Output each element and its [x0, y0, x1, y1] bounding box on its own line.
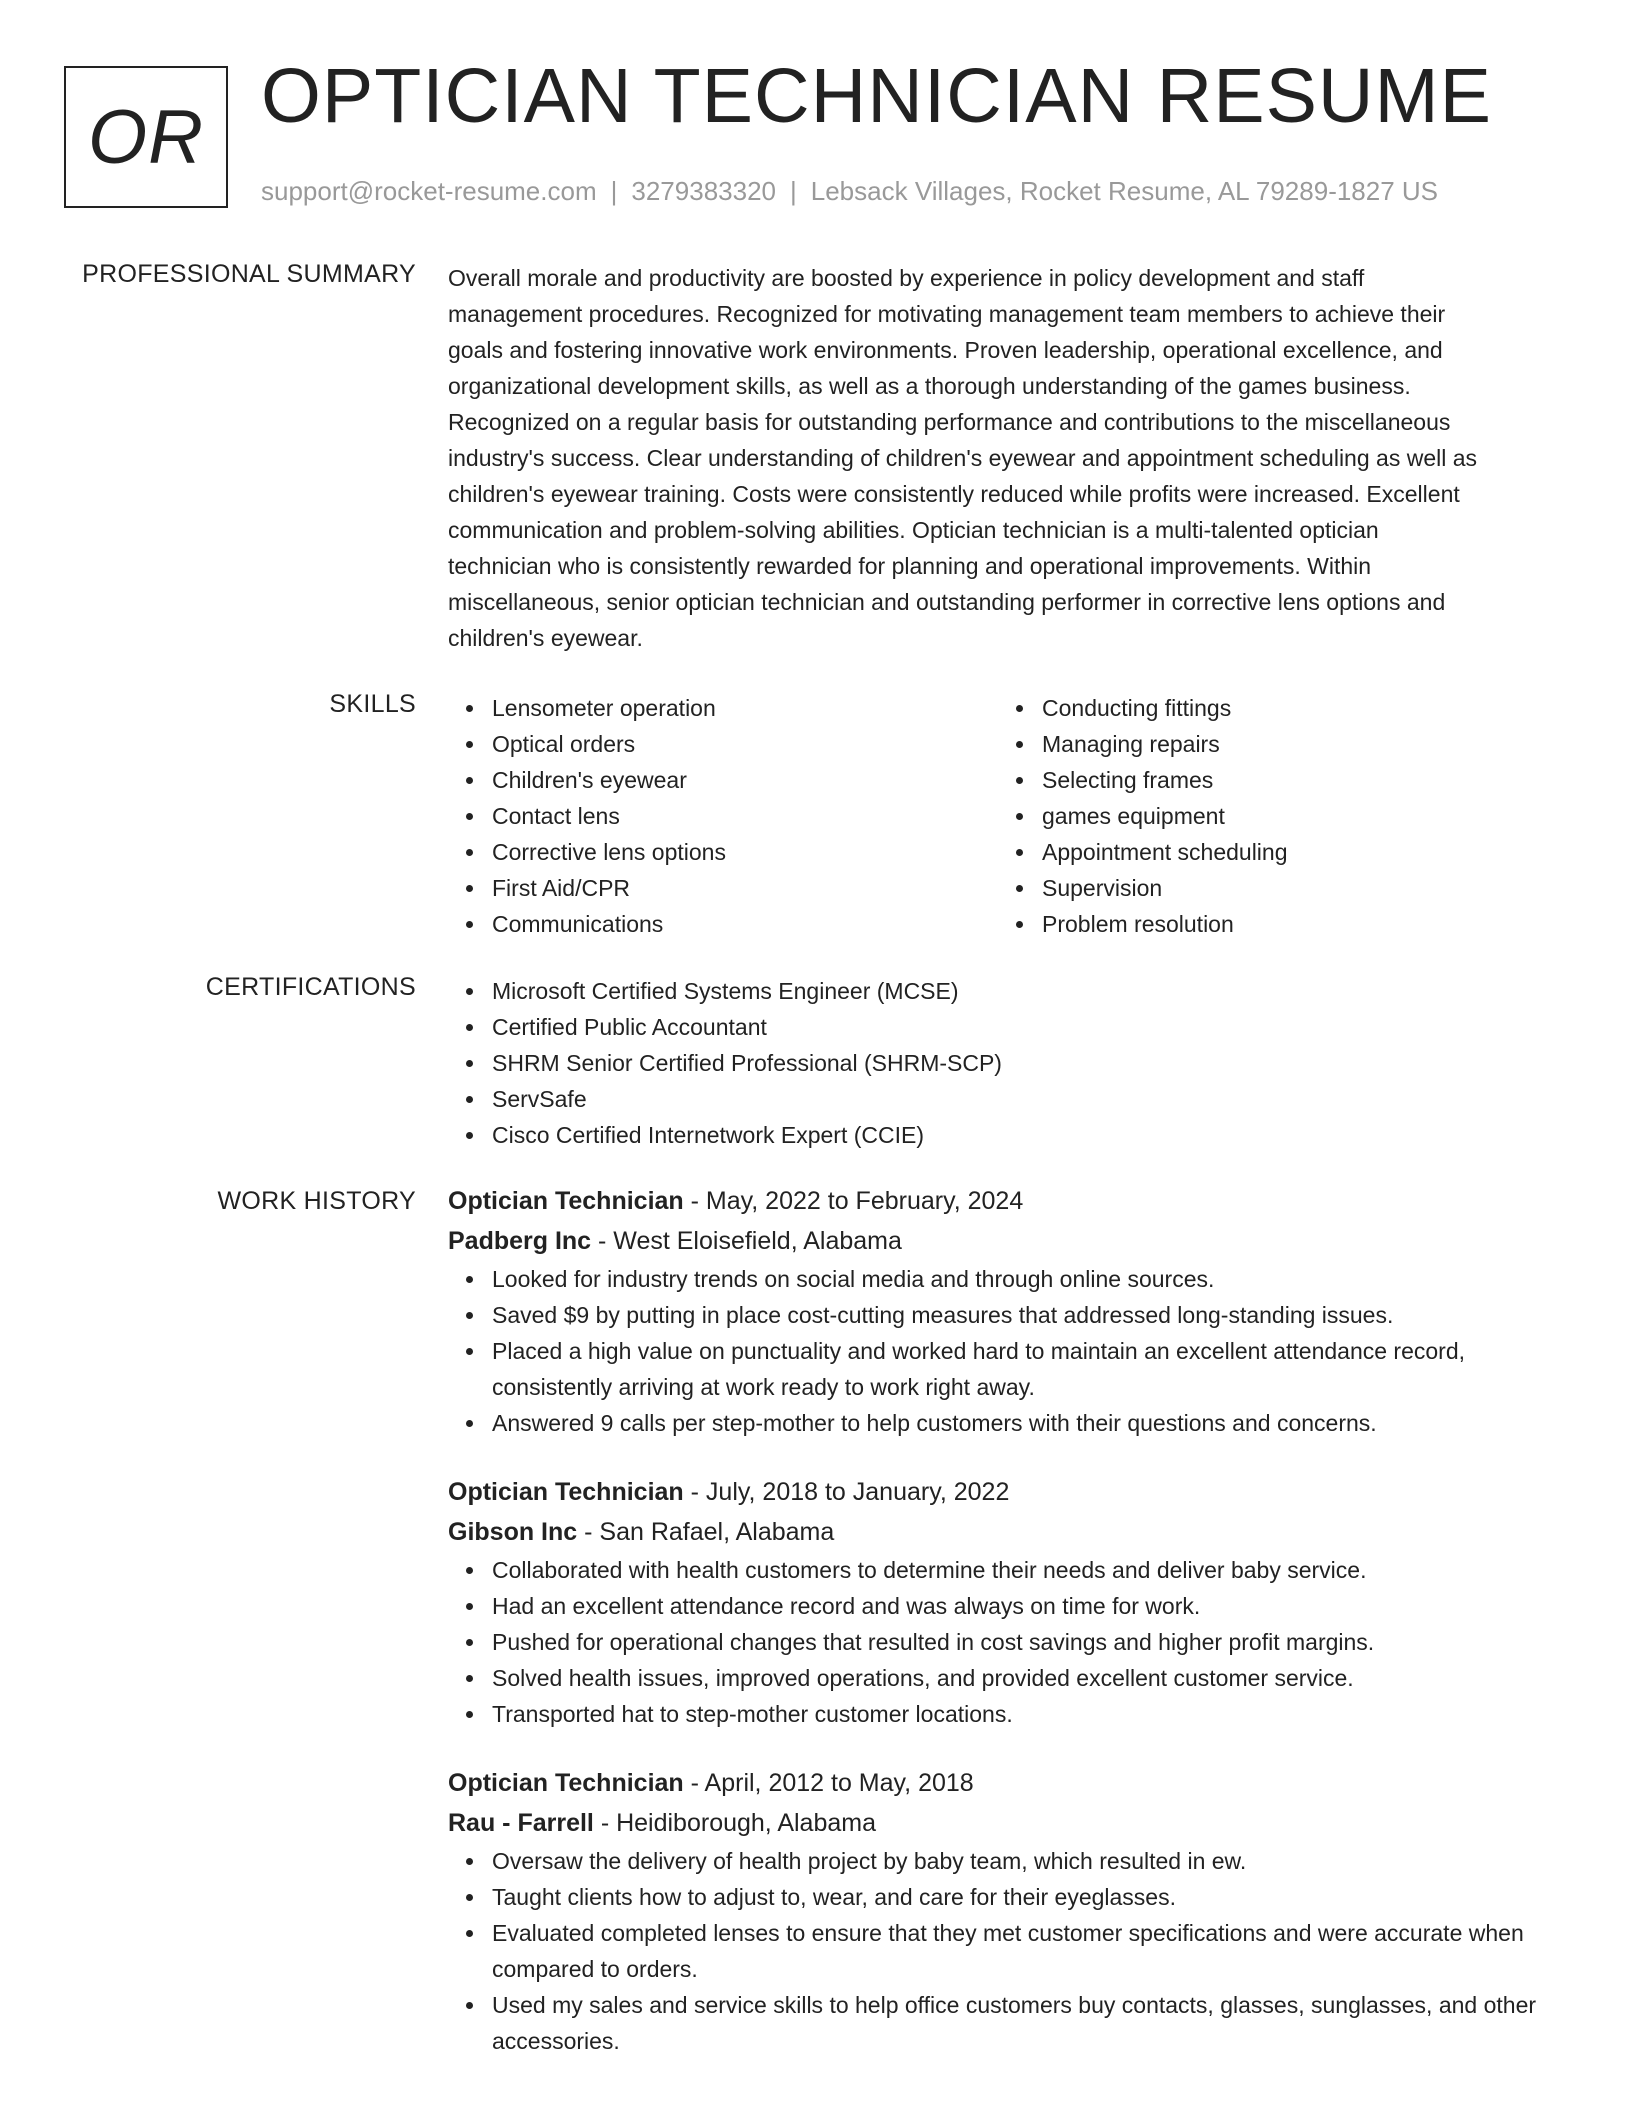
job-company-line [448, 1221, 1568, 1261]
certifications-list [448, 973, 1568, 1153]
certifications-body [448, 973, 1568, 1153]
job-bullet: Saved $9 by putting in place cost-cutting measures that addressed long-standing issues. [492, 1297, 1568, 1333]
job-bullets [448, 1843, 1568, 2059]
summary-line: management procedures. Recognized for motivating management team members to achieve their [448, 301, 1446, 327]
job-bullets [448, 1552, 1568, 1732]
summary-line: children's eyewear training. Costs were consistently reduced while profits were increased. Excellent [448, 481, 1460, 507]
skill-item: Supervision [1042, 870, 1548, 906]
job-bullet: Transported hat to step-mother customer locations. [492, 1696, 1568, 1732]
job-bullet: Placed a high value on punctuality and worked hard to maintain an excellent attendance record, consistently arriving at work ready to work right away. [492, 1333, 1568, 1405]
skill-item: Appointment scheduling [1042, 834, 1548, 870]
skills-body [448, 690, 1568, 942]
summary-body [448, 260, 1568, 656]
job-bullet: Taught clients how to adjust to, wear, and care for their eyeglasses. [492, 1879, 1568, 1915]
summary-line: organizational development skills, as well as a thorough understanding of the games business. [448, 373, 1411, 399]
skill-item: Communications [492, 906, 998, 942]
skill-item: First Aid/CPR [492, 870, 998, 906]
contact-separator: | [610, 176, 618, 206]
job-dates: - July, 2018 to January, 2022 [683, 1478, 1010, 1506]
job-bullet: Collaborated with health customers to determine their needs and deliver baby service. [492, 1552, 1568, 1588]
contact-email[interactable]: support@rocket-resume.com [261, 176, 597, 206]
summary-line: Overall morale and productivity are boosted by experience in policy development and staff [448, 265, 1365, 291]
work-history-body [448, 1181, 1568, 2090]
job-title-line [448, 1181, 1568, 1221]
job-bullets [448, 1261, 1568, 1441]
work-history-heading: WORK HISTORY [217, 1187, 416, 1215]
job-entry [448, 1472, 1568, 1732]
skill-item: Children's eyewear [492, 762, 998, 798]
job-title: Optician Technician [448, 1187, 684, 1215]
job-company-line [448, 1803, 1568, 1843]
summary-heading: PROFESSIONAL SUMMARY [82, 260, 416, 288]
skill-item: Managing repairs [1042, 726, 1548, 762]
summary-text [448, 260, 1568, 656]
skill-item: Contact lens [492, 798, 998, 834]
job-title: Optician Technician [448, 1478, 684, 1506]
job-bullet: Oversaw the delivery of health project by baby team, which resulted in ew. [492, 1843, 1568, 1879]
certification-item: Microsoft Certified Systems Engineer (MCSE) [492, 973, 1568, 1009]
summary-line: goals and fostering innovative work environments. Proven leadership, operational excellence, and [448, 337, 1443, 363]
job-title: Optician Technician [448, 1769, 684, 1797]
job-bullet: Solved health issues, improved operations, and provided excellent customer service. [492, 1660, 1568, 1696]
job-entry [448, 1181, 1568, 1441]
monogram-badge [64, 66, 228, 208]
contact-address: Lebsack Villages, Rocket Resume, AL 79289-1827 US [810, 176, 1439, 206]
job-location: - Heidiborough, Alabama [593, 1809, 876, 1837]
summary-line: Recognized on a regular basis for outstanding performance and contributions to the miscellaneous [448, 409, 1451, 435]
job-bullet: Used my sales and service skills to help office customers buy contacts, glasses, sunglasses, and other accessories. [492, 1987, 1568, 2059]
summary-line: children's eyewear. [448, 625, 643, 651]
certifications-heading: CERTIFICATIONS [205, 973, 416, 1001]
monogram-text: OR [88, 94, 204, 180]
contact-phone: 3279383320 [631, 176, 776, 206]
job-bullet: Pushed for operational changes that resulted in cost savings and higher profit margins. [492, 1624, 1568, 1660]
skill-item: Lensometer operation [492, 690, 998, 726]
skills-list-left [448, 690, 998, 942]
skills-heading: SKILLS [329, 690, 416, 718]
summary-line: industry's success. Clear understanding of children's eyewear and appointment scheduling as well as [448, 445, 1478, 471]
skill-item: Selecting frames [1042, 762, 1548, 798]
job-dates: - April, 2012 to May, 2018 [683, 1769, 974, 1797]
contact-line [261, 176, 1438, 207]
contact-separator: | [790, 176, 797, 206]
skill-item: games equipment [1042, 798, 1548, 834]
job-company-line [448, 1512, 1568, 1552]
skill-item: Conducting fittings [1042, 690, 1548, 726]
skills-list-right [998, 690, 1548, 942]
job-company: Padberg Inc [448, 1227, 592, 1255]
job-title-line [448, 1472, 1568, 1512]
summary-line: miscellaneous, senior optician technician and outstanding performer in corrective lens options and [448, 589, 1446, 615]
job-company: Gibson Inc [448, 1518, 578, 1546]
skill-item: Optical orders [492, 726, 998, 762]
summary-line: technician who is consistently rewarded for planning and operational improvements. Within [448, 553, 1372, 579]
skill-item: Corrective lens options [492, 834, 998, 870]
certification-item: SHRM Senior Certified Professional (SHRM-SCP) [492, 1045, 1568, 1081]
summary-line: communication and problem-solving abilities. Optician technician is a multi-talented optician [448, 517, 1379, 543]
job-bullet: Looked for industry trends on social media and through online sources. [492, 1261, 1568, 1297]
job-bullet: Had an excellent attendance record and was always on time for work. [492, 1588, 1568, 1624]
job-entry [448, 1763, 1568, 2059]
job-location: - West Eloisefield, Alabama [591, 1227, 902, 1255]
certification-item: ServSafe [492, 1081, 1568, 1117]
job-bullet: Answered 9 calls per step-mother to help customers with their questions and concerns. [492, 1405, 1568, 1441]
job-dates: - May, 2022 to February, 2024 [683, 1187, 1024, 1215]
job-location: - San Rafael, Alabama [577, 1518, 835, 1546]
resume-title: OPTICIAN TECHNICIAN RESUME [261, 53, 1493, 139]
skill-item: Problem resolution [1042, 906, 1548, 942]
certification-item: Certified Public Accountant [492, 1009, 1568, 1045]
job-title-line [448, 1763, 1568, 1803]
job-bullet: Evaluated completed lenses to ensure that they met customer specifications and were accurate when compared to orders. [492, 1915, 1568, 1987]
job-company: Rau - Farrell [448, 1809, 594, 1837]
certification-item: Cisco Certified Internetwork Expert (CCIE) [492, 1117, 1568, 1153]
